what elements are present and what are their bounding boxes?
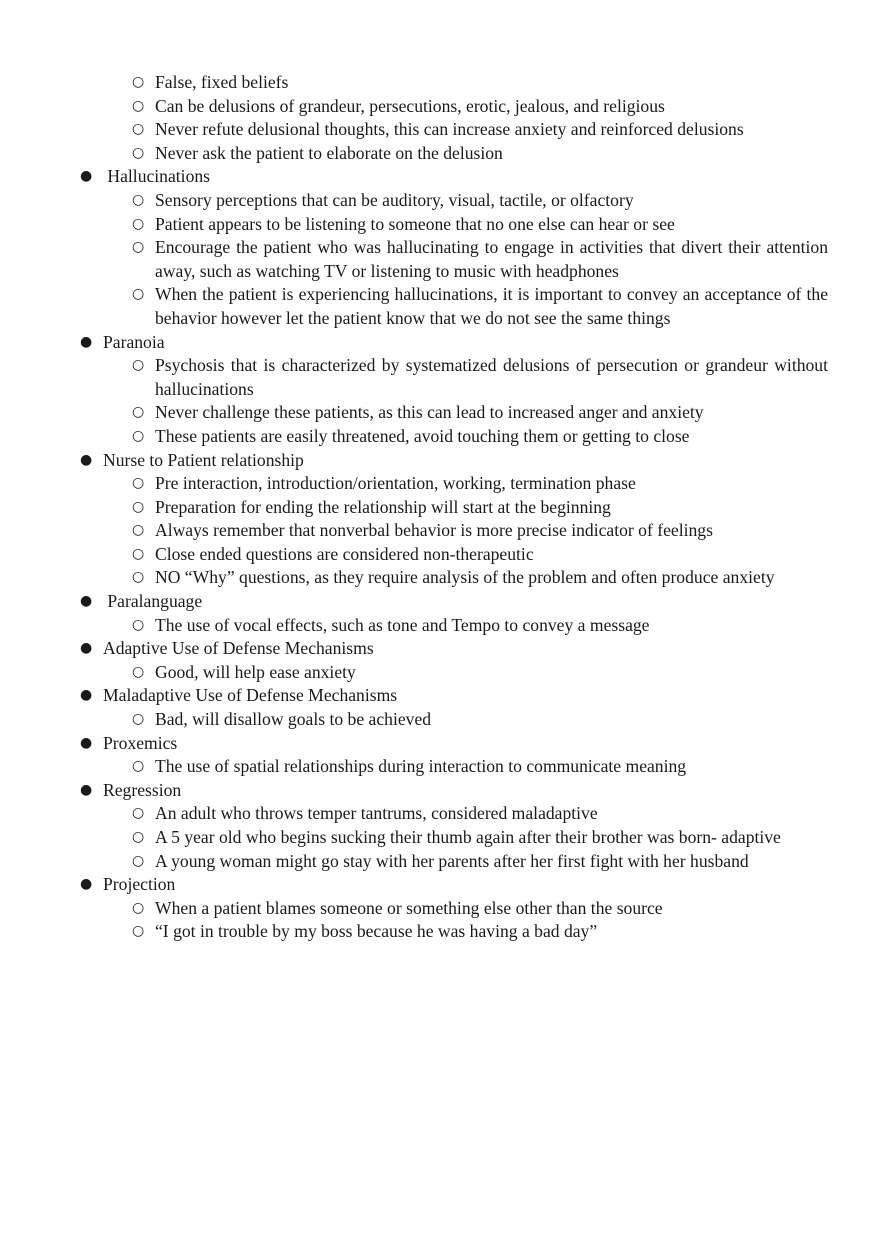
list-item xyxy=(132,401,828,425)
topic-sub-list xyxy=(103,897,828,944)
list-item xyxy=(132,661,828,685)
topic-title: Paralanguage xyxy=(103,591,203,612)
hollow-circle-bullet-icon: ○ xyxy=(132,522,145,539)
topic-list xyxy=(80,165,828,944)
list-item-text: Good, will help ease anxiety xyxy=(155,661,356,682)
hollow-circle-bullet-icon: ○ xyxy=(132,427,145,444)
hollow-circle-bullet-icon: ○ xyxy=(132,74,145,90)
list-item-text: Psychosis that is characterized by systematized delusions of persecution or grandeur without hallucinations xyxy=(155,355,828,399)
topic-item xyxy=(80,637,828,684)
topic-title: Projection xyxy=(103,874,176,895)
filled-circle-bullet-icon: ● xyxy=(80,168,93,185)
hollow-circle-bullet-icon: ○ xyxy=(132,215,145,232)
hollow-circle-bullet-icon: ○ xyxy=(132,357,145,374)
topic-title: Nurse to Patient relationship xyxy=(103,449,304,470)
hollow-circle-bullet-icon: ○ xyxy=(132,829,145,845)
list-item xyxy=(132,802,828,826)
list-item-text: Can be delusions of grandeur, persecutions, erotic, jealous, and religious xyxy=(155,95,665,116)
list-item xyxy=(132,850,828,874)
list-item-text: NO “Why” questions, as they require analysis of the problem and often produce anxiety xyxy=(155,567,775,588)
list-item-text: The use of vocal effects, such as tone and Tempo to convey a message xyxy=(155,614,650,635)
intro-delusions-list xyxy=(80,71,828,165)
list-item xyxy=(132,519,828,543)
list-item xyxy=(132,920,828,944)
list-item-text: “I got in trouble by my boss because he was having a bad day” xyxy=(155,921,598,942)
filled-circle-bullet-icon: ● xyxy=(80,593,93,610)
list-item xyxy=(132,236,828,283)
list-item-text: These patients are easily threatened, avoid touching them or getting to close xyxy=(155,425,690,446)
list-item-text: When a patient blames someone or something else other than the source xyxy=(155,897,663,918)
list-item-text: Sensory perceptions that can be auditory, visual, tactile, or olfactory xyxy=(155,189,634,210)
list-item-text: The use of spatial relationships during interaction to communicate meaning xyxy=(155,756,687,777)
hollow-circle-bullet-icon: ○ xyxy=(132,97,145,114)
topic-sub-list xyxy=(103,189,828,331)
list-item xyxy=(132,95,828,119)
list-item xyxy=(132,354,828,401)
list-item xyxy=(132,213,828,237)
topic-sub-list xyxy=(103,802,828,873)
filled-circle-bullet-icon: ● xyxy=(80,687,93,704)
topic-item xyxy=(80,779,828,873)
list-item xyxy=(132,472,828,496)
filled-circle-bullet-icon: ● xyxy=(80,734,93,751)
filled-circle-bullet-icon: ● xyxy=(80,876,93,893)
filled-circle-bullet-icon: ● xyxy=(80,451,93,468)
hollow-circle-bullet-icon: ○ xyxy=(132,191,145,208)
topic-sub-list xyxy=(103,755,828,779)
list-item-text: Patient appears to be listening to someone that no one else can hear or see xyxy=(155,213,675,234)
hollow-circle-bullet-icon: ○ xyxy=(132,899,145,916)
list-item xyxy=(132,118,828,142)
list-item xyxy=(132,71,828,95)
hollow-circle-bullet-icon: ○ xyxy=(132,404,145,421)
hollow-circle-bullet-icon: ○ xyxy=(132,758,145,775)
topic-item xyxy=(80,590,828,637)
list-item-text: A young woman might go stay with her parents after her first fight with her husband xyxy=(155,850,749,871)
topic-sub-list xyxy=(103,708,828,732)
list-item xyxy=(132,283,828,330)
list-item-text: When the patient is experiencing hallucinations, it is important to convey an acceptance of the behavior however let the patient know that we do not see the same things xyxy=(155,284,828,328)
topic-sub-list xyxy=(103,354,828,448)
topic-item xyxy=(80,732,828,779)
hollow-circle-bullet-icon: ○ xyxy=(132,805,145,822)
list-item xyxy=(132,708,828,732)
topic-sub-list xyxy=(103,614,828,638)
list-item xyxy=(132,826,828,850)
filled-circle-bullet-icon: ● xyxy=(80,640,93,657)
hollow-circle-bullet-icon: ○ xyxy=(132,663,145,680)
list-item-text: Never challenge these patients, as this can lead to increased anger and anxiety xyxy=(155,402,704,423)
topic-item xyxy=(80,165,828,330)
filled-circle-bullet-icon: ● xyxy=(80,333,93,350)
hollow-circle-bullet-icon: ○ xyxy=(132,852,145,869)
list-item xyxy=(132,189,828,213)
hollow-circle-bullet-icon: ○ xyxy=(132,711,145,728)
list-item-text: Never ask the patient to elaborate on the delusion xyxy=(155,142,503,163)
list-item-text: Never refute delusional thoughts, this can increase anxiety and reinforced delusions xyxy=(155,119,744,140)
topic-sub-list xyxy=(103,661,828,685)
filled-circle-bullet-icon: ● xyxy=(80,781,93,798)
list-item-text: Preparation for ending the relationship will start at the beginning xyxy=(155,496,611,517)
topic-title: Maladaptive Use of Defense Mechanisms xyxy=(103,685,398,706)
topic-title: Regression xyxy=(103,779,182,800)
list-item-text: Always remember that nonverbal behavior is more precise indicator of feelings xyxy=(155,520,713,541)
list-item xyxy=(132,543,828,567)
hollow-circle-bullet-icon: ○ xyxy=(132,569,145,586)
topic-sub-list xyxy=(103,472,828,590)
hollow-circle-bullet-icon: ○ xyxy=(132,144,145,161)
list-item xyxy=(132,755,828,779)
topic-title: Adaptive Use of Defense Mechanisms xyxy=(103,638,374,659)
topic-item xyxy=(80,331,828,449)
list-item-text: Close ended questions are considered non-therapeutic xyxy=(155,543,534,564)
list-item-text: An adult who throws temper tantrums, considered maladaptive xyxy=(155,803,598,824)
list-item-text: Pre interaction, introduction/orientation, working, termination phase xyxy=(155,473,636,494)
hollow-circle-bullet-icon: ○ xyxy=(132,121,145,138)
hollow-circle-bullet-icon: ○ xyxy=(132,475,145,492)
list-item xyxy=(132,566,828,590)
topic-item xyxy=(80,449,828,591)
topic-title: Proxemics xyxy=(103,732,178,753)
topic-item xyxy=(80,684,828,731)
hollow-circle-bullet-icon: ○ xyxy=(132,616,145,633)
list-item-text: A 5 year old who begins sucking their thumb again after their brother was born- adaptive xyxy=(155,827,781,847)
hollow-circle-bullet-icon: ○ xyxy=(132,545,145,562)
list-item xyxy=(132,425,828,449)
hollow-circle-bullet-icon: ○ xyxy=(132,498,145,515)
list-item-text: Bad, will disallow goals to be achieved xyxy=(155,709,432,730)
topic-title: Hallucinations xyxy=(103,166,211,187)
topic-title: Paranoia xyxy=(103,331,165,352)
list-item xyxy=(132,496,828,520)
list-item-text: False, fixed beliefs xyxy=(155,72,289,92)
list-item xyxy=(132,142,828,166)
topic-item xyxy=(80,873,828,944)
list-item xyxy=(132,897,828,921)
hollow-circle-bullet-icon: ○ xyxy=(132,239,145,256)
list-item-text: Encourage the patient who was hallucinating to engage in activities that divert their attention away, such as watching TV or listening to music with headphones xyxy=(155,237,828,281)
hollow-circle-bullet-icon: ○ xyxy=(132,286,145,303)
list-item xyxy=(132,614,828,638)
hollow-circle-bullet-icon: ○ xyxy=(132,923,145,940)
